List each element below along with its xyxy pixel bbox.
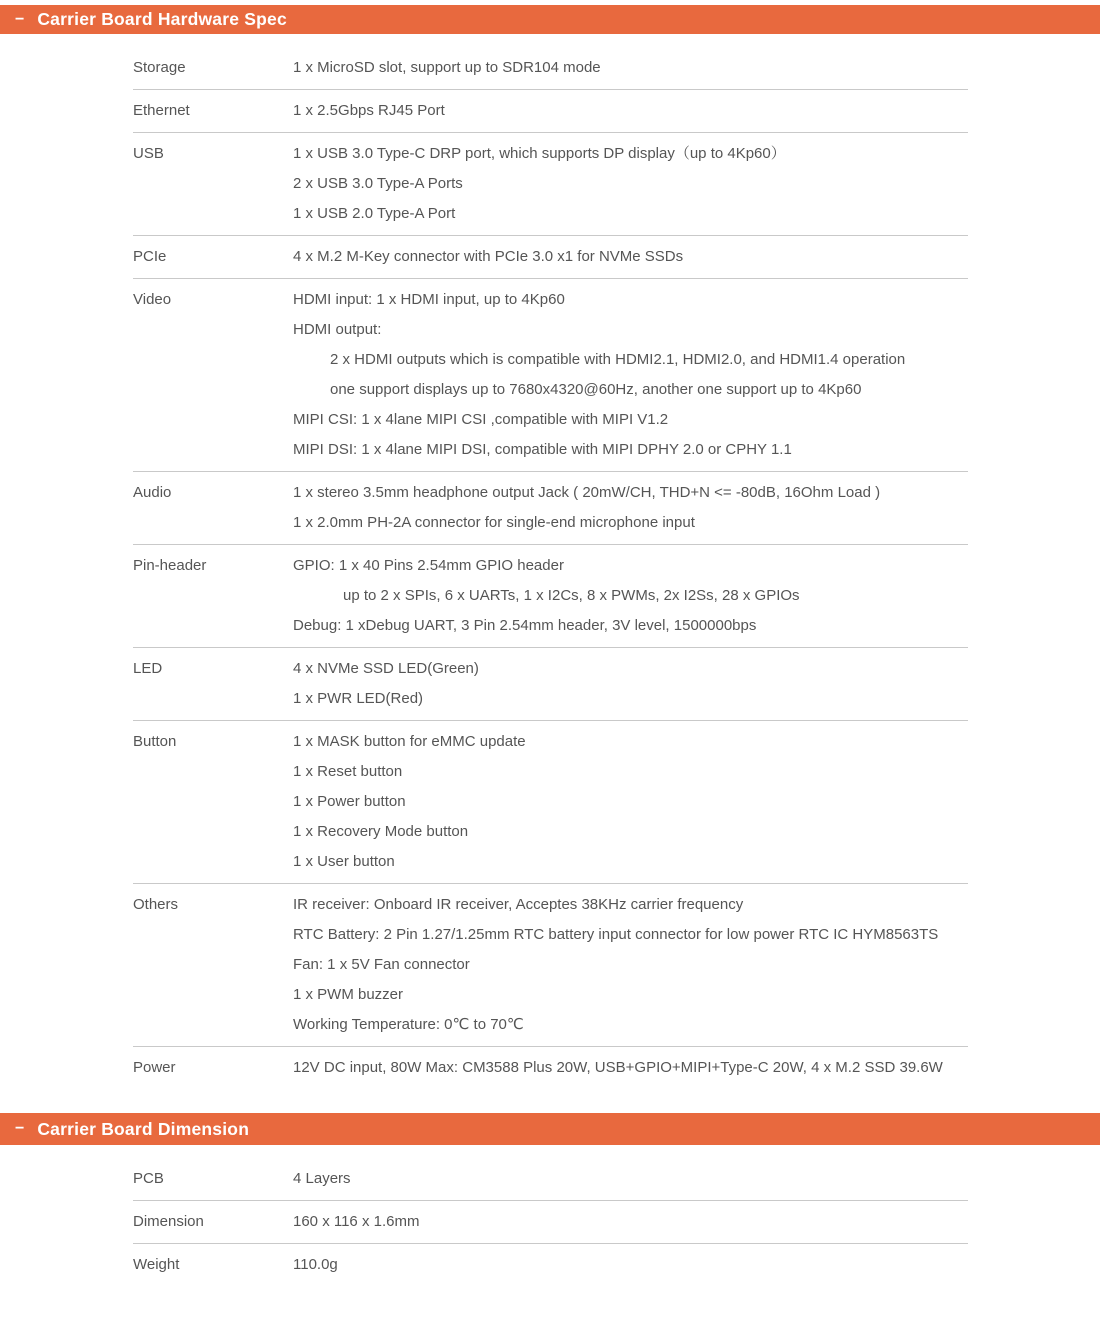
section-header-hardware-spec	[0, 5, 1100, 34]
spec-value-line: 4 Layers	[293, 1170, 351, 1187]
spec-row-label: Others	[133, 896, 179, 913]
spec-value-line: HDMI output:	[293, 321, 382, 338]
spec-row	[133, 648, 968, 721]
spec-row-label: LED	[133, 660, 163, 677]
spec-value-line: Debug: 1 xDebug UART, 3 Pin 2.54mm header, 3V level, 1500000bps	[293, 617, 757, 634]
spec-row	[133, 472, 968, 545]
section-title-dimension: Carrier Board Dimension	[37, 1118, 250, 1139]
spec-value-line: 1 x PWM buzzer	[293, 986, 404, 1003]
spec-value-line: IR receiver: Onboard IR receiver, Acceptes 38KHz carrier frequency	[293, 896, 744, 913]
spec-value-line: Fan: 1 x 5V Fan connector	[293, 956, 470, 973]
spec-value-line: 2 x HDMI outputs which is compatible with HDMI2.1, HDMI2.0, and HDMI1.4 operation	[330, 351, 906, 368]
spec-row-value	[293, 1053, 968, 1083]
spec-row	[133, 133, 968, 236]
spec-row-label: Dimension	[133, 1213, 204, 1230]
spec-row-label: USB	[133, 145, 164, 162]
section-header-dimension	[0, 1113, 1100, 1145]
spec-value-line: 2 x USB 3.0 Type-A Ports	[293, 175, 463, 192]
spec-value-line: up to 2 x SPIs, 6 x UARTs, 1 x I2Cs, 8 x PWMs, 2x I2Ss, 28 x GPIOs	[343, 587, 800, 604]
spec-row-value	[293, 1250, 968, 1280]
spec-row-value	[293, 1207, 968, 1237]
spec-value-line: 4 x M.2 M-Key connector with PCIe 3.0 x1 for NVMe SSDs	[293, 248, 684, 265]
collapse-minus-icon[interactable]: −	[15, 1120, 25, 1137]
spec-value-line: 1 x 2.5Gbps RJ45 Port	[293, 102, 445, 119]
spec-row-value	[293, 96, 968, 126]
spec-row-label: Power	[133, 1059, 176, 1076]
spec-value-line: one support displays up to 7680x4320@60Hz, another one support up to 4Kp60	[330, 381, 862, 398]
spec-row-label: Weight	[133, 1256, 180, 1273]
collapse-minus-icon[interactable]: −	[15, 10, 25, 28]
spec-row	[133, 1201, 968, 1244]
spec-row	[133, 1244, 968, 1286]
spec-value-line: 1 x Recovery Mode button	[293, 823, 469, 840]
spec-value-line: 1 x 2.0mm PH-2A connector for single-end microphone input	[293, 514, 695, 531]
spec-row-value	[293, 242, 968, 272]
spec-value-line: 1 x stereo 3.5mm headphone output Jack ( 20mW/CH, THD+N <= -80dB, 16Ohm Load )	[293, 484, 881, 501]
spec-row	[133, 236, 968, 279]
spec-row-value	[293, 654, 968, 714]
spec-row-label: Ethernet	[133, 102, 190, 119]
spec-row	[133, 721, 968, 884]
spec-value-line: 1 x User button	[293, 853, 395, 870]
spec-value-line: 1 x Reset button	[293, 763, 403, 780]
section-title-hardware-spec: Carrier Board Hardware Spec	[37, 9, 287, 29]
dimension-table	[133, 1158, 968, 1286]
spec-row-value	[293, 478, 968, 538]
spec-row	[133, 884, 968, 1047]
spec-value-line: Working Temperature: 0℃ to 70℃	[293, 1016, 524, 1033]
spec-value-line: HDMI input: 1 x HDMI input, up to 4Kp60	[293, 291, 565, 308]
spec-row-label: PCB	[133, 1170, 164, 1187]
spec-value-line: 1 x PWR LED(Red)	[293, 690, 424, 707]
page	[0, 5, 1100, 1286]
spec-row-label: Storage	[133, 59, 186, 76]
spec-row-value	[293, 139, 968, 229]
spec-value-line: 12V DC input, 80W Max: CM3588 Plus 20W, USB+GPIO+MIPI+Type-C 20W, 4 x M.2 SSD 39.6W	[293, 1059, 943, 1076]
spec-row	[133, 1158, 968, 1201]
spec-value-line: 1 x MASK button for eMMC update	[293, 733, 526, 750]
spec-value-line: 110.0g	[293, 1256, 338, 1273]
spec-row-value	[293, 890, 968, 1040]
spec-value-line: 1 x Power button	[293, 793, 406, 810]
spec-row-label: Button	[133, 733, 177, 750]
spec-row-value	[293, 1164, 968, 1194]
spec-row	[133, 90, 968, 133]
spec-value-line: 1 x MicroSD slot, support up to SDR104 mode	[293, 59, 601, 76]
spec-row-value	[293, 285, 968, 465]
spec-value-line: 160 x 116 x 1.6mm	[293, 1213, 420, 1230]
spec-row-value	[293, 53, 968, 83]
spec-value-line: GPIO: 1 x 40 Pins 2.54mm GPIO header	[293, 557, 564, 574]
spec-value-line: 1 x USB 3.0 Type-C DRP port, which supports DP display（up to 4Kp60）	[293, 145, 786, 162]
spec-row-value	[293, 727, 968, 877]
spec-value-line: MIPI DSI: 1 x 4lane MIPI DSI, compatible with MIPI DPHY 2.0 or CPHY 1.1	[293, 441, 792, 458]
hardware-spec-table	[133, 47, 968, 1089]
spec-row	[133, 545, 968, 648]
spec-row	[133, 279, 968, 472]
spec-value-line: 4 x NVMe SSD LED(Green)	[293, 660, 479, 677]
spec-row	[133, 47, 968, 90]
spec-value-line: 1 x USB 2.0 Type-A Port	[293, 205, 456, 222]
spec-row-label: Audio	[133, 484, 172, 501]
spec-row	[133, 1047, 968, 1089]
spec-value-line: MIPI CSI: 1 x 4lane MIPI CSI ,compatible with MIPI V1.2	[293, 411, 669, 428]
spec-value-line: RTC Battery: 2 Pin 1.27/1.25mm RTC battery input connector for low power RTC IC HYM8563TS	[293, 926, 939, 943]
spec-row-label: Pin-header	[133, 557, 207, 574]
spec-row-label: PCIe	[133, 248, 167, 265]
spec-row-value	[293, 551, 968, 641]
spec-row-label: Video	[133, 291, 172, 308]
